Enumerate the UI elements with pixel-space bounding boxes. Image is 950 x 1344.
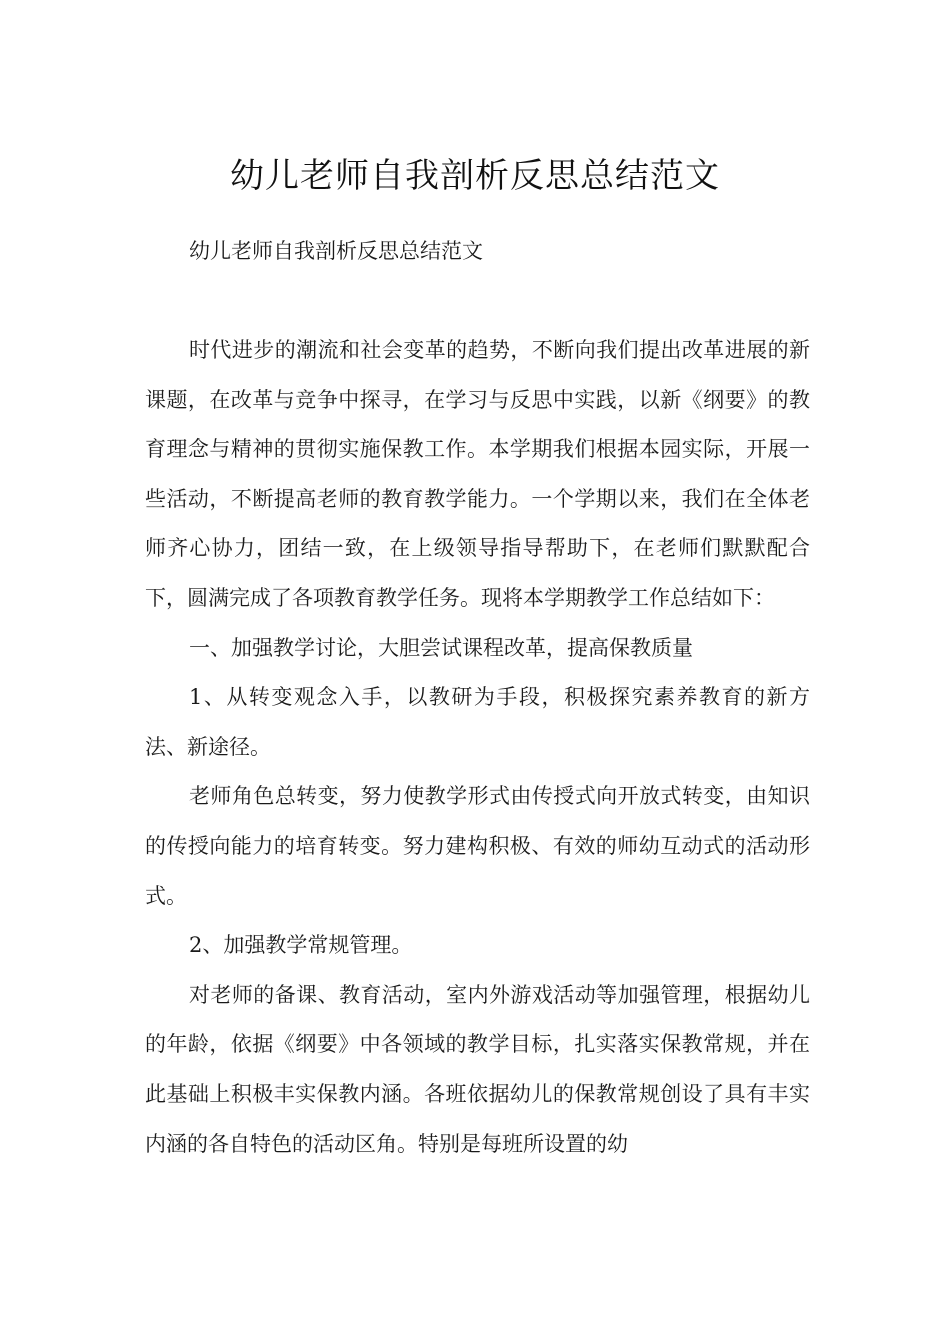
- paragraph-item-1: 1、从转变观念入手，以教研为手段，积极探究素养教育的新方法、新途径。: [145, 685, 810, 759]
- document-title: 幼儿老师自我剖析反思总结范文: [230, 155, 720, 196]
- document-body: [145, 326, 810, 1169]
- paragraph-intro: 时代进步的潮流和社会变革的趋势，不断向我们提出改革进展的新课题，在改革与竞争中探寻，在学习与反思中实践，以新《纲要》的教育理念与精神的贯彻实施保教工作。本学期我们根据本园实际，开展一些活动，不断提高老师的教育教学能力。一个学期以来，我们在全体老师齐心协力，团结一致，在上级领导指导帮助下，在老师们默默配合下，圆满完成了各项教育教学任务。现将本学期教学工作总结如下：: [145, 338, 810, 610]
- document-subtitle: 幼儿老师自我剖析反思总结范文: [189, 239, 483, 263]
- paragraph-routine-management: 对老师的备课、教育活动，室内外游戏活动等加强管理，根据幼儿的年龄，依据《纲要》中各领域的教学目标，扎实落实保教常规，并在此基础上积极丰实保教内涵。各班依据幼儿的保教常规创设了具有丰实内涵的各自特色的活动区角。特别是每班所设置的幼: [145, 982, 810, 1156]
- document-subtitle-block: [145, 227, 810, 277]
- section-heading-1: 一、加强教学讨论，大胆尝试课程改革，提高保教质量: [189, 635, 693, 660]
- paragraph-teacher-role: 老师角色总转变，努力使教学形式由传授式向开放式转变，由知识的传授向能力的培育转变。努力建构积极、有效的师幼互动式的活动形式。: [145, 784, 810, 908]
- paragraph-item-2: 2、加强教学常规管理。: [189, 933, 413, 958]
